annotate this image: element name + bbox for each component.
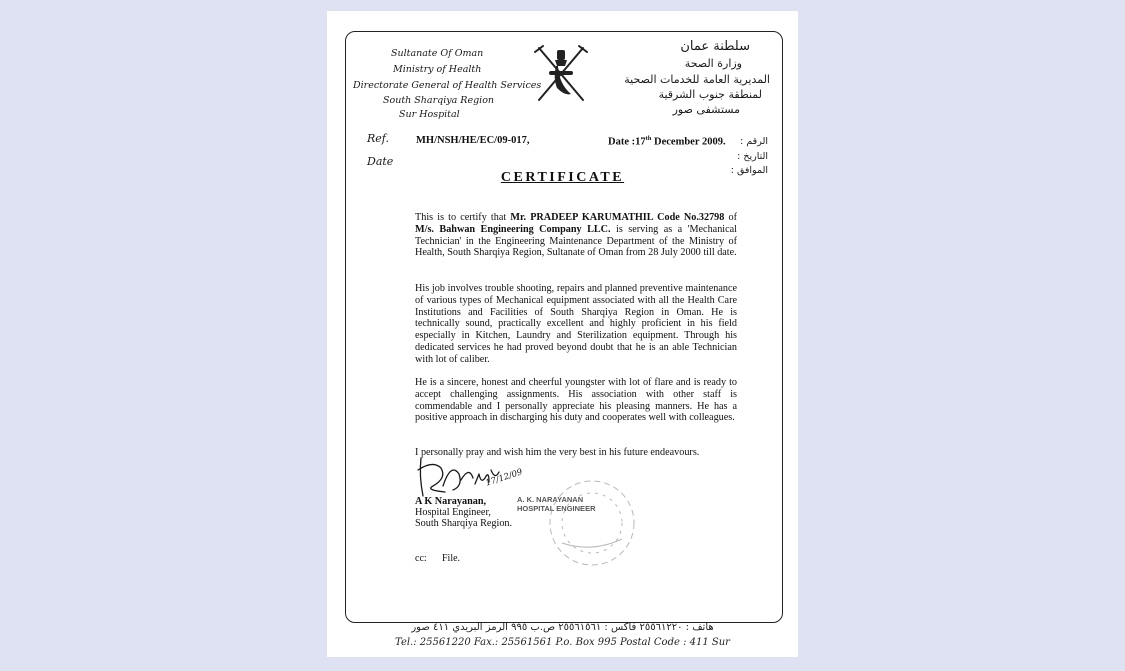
oman-emblem-icon xyxy=(531,44,591,104)
certificate-title: CERTIFICATE xyxy=(500,170,625,185)
p1-rest: is serving as a 'Mechanical Technician' in the Engineering Maintenance Department of the Ministry of Health, South Sharqiya Region, Sultanate of Oman from 28 July 2000 till date. xyxy=(415,223,737,259)
signatory-role: Hospital Engineer, xyxy=(415,507,491,518)
official-seal xyxy=(512,473,642,583)
footer-english-contact: Tel.: 25561220 Fax.: 25561561 P.o. Box 995 Postal Code : 411 Sur xyxy=(395,637,730,648)
letterhead-ar-line-4: لمنطقة جنوب الشرقية xyxy=(658,88,762,101)
letterhead-en-line-5: Sur Hospital xyxy=(399,109,460,120)
date-suffix-ordinal: th xyxy=(645,135,652,142)
paragraph-2: His job involves trouble shooting, repairs and planned preventive maintenance of various types of Mechanical equipment associated with all the Health Care Institutions and Facilities of South Sharqiya Region in Oman. He is technically sound, practically excellent and highly proficient in his field especially in Kitchen, Laundry and Sterilization equipment. Through his dedicated services he had proved beyond doubt that he is an able Technician with lot of caliber. xyxy=(415,283,737,365)
issue-date xyxy=(608,135,726,148)
ref-label: Ref. xyxy=(367,132,389,145)
ref-number: MH/NSH/HE/EC/09-017, xyxy=(416,135,530,146)
employee-name: Mr. PRADEEP KARUMATHIL Code No.32798 xyxy=(510,212,725,223)
letterhead-en-line-3: Directorate General of Health Services xyxy=(353,80,542,91)
date-prefix: Date :17 xyxy=(608,136,646,148)
stamp-name: A. K. NARAYANAN xyxy=(517,495,584,504)
arabic-hijri-label: الموافق : xyxy=(730,165,768,176)
letterhead-ar-line-5: مستشفى صور xyxy=(672,103,740,116)
paragraph-3: He is a sincere, honest and cheerful youngster with lot of flare and is ready to accept challenging assignments. His association with other staff is commendable and I personally appreciate his pleasing manners. He has a positive approach in discharging his duty and cooperates well with colleagues. xyxy=(415,377,737,424)
letterhead-en-line-1: Sultanate Of Oman xyxy=(391,48,484,59)
letterhead-en-line-4: South Sharqiya Region xyxy=(383,95,495,106)
letterhead-ar-line-1: سلطنة عمان xyxy=(680,39,750,54)
paragraph-4: I personally pray and wish him the very best in his future endeavours. xyxy=(415,447,700,458)
stamp-role: HOSPITAL ENGINEER xyxy=(517,504,596,513)
arabic-date-label: التاريخ : xyxy=(737,151,768,162)
signatory-region: South Sharqiya Region. xyxy=(415,518,513,529)
letterhead-ar-line-3: المديرية العامة للخدمات الصحية xyxy=(624,73,770,86)
p1-intro: This is to certify that xyxy=(415,212,511,223)
footer-arabic-contact: هاتف : ٢٥٥٦١٢٢٠ فاكس : ٢٥٥٦١٥٦١ ص.ب ٩٩٥ الرمز البريدي ٤١١ صور xyxy=(411,622,714,633)
signatory-name: A K Narayanan, xyxy=(415,496,487,507)
p1-of: of xyxy=(724,212,737,223)
letterhead-en-line-2: Ministry of Health xyxy=(393,64,482,75)
cc-value: File. xyxy=(442,553,461,564)
date-label: Date xyxy=(367,155,394,168)
date-month-year: December 2009. xyxy=(654,136,726,148)
paragraph-1 xyxy=(415,212,737,259)
certificate-page xyxy=(327,11,798,657)
cc-label: cc: xyxy=(415,553,427,564)
letterhead-ar-line-2: وزارة الصحة xyxy=(684,57,742,70)
company-name: M/s. Bahwan Engineering Company LLC. xyxy=(415,223,611,235)
handwritten-date: 17/12/09 xyxy=(484,467,524,489)
arabic-ref-label: الرقم : xyxy=(740,136,768,147)
